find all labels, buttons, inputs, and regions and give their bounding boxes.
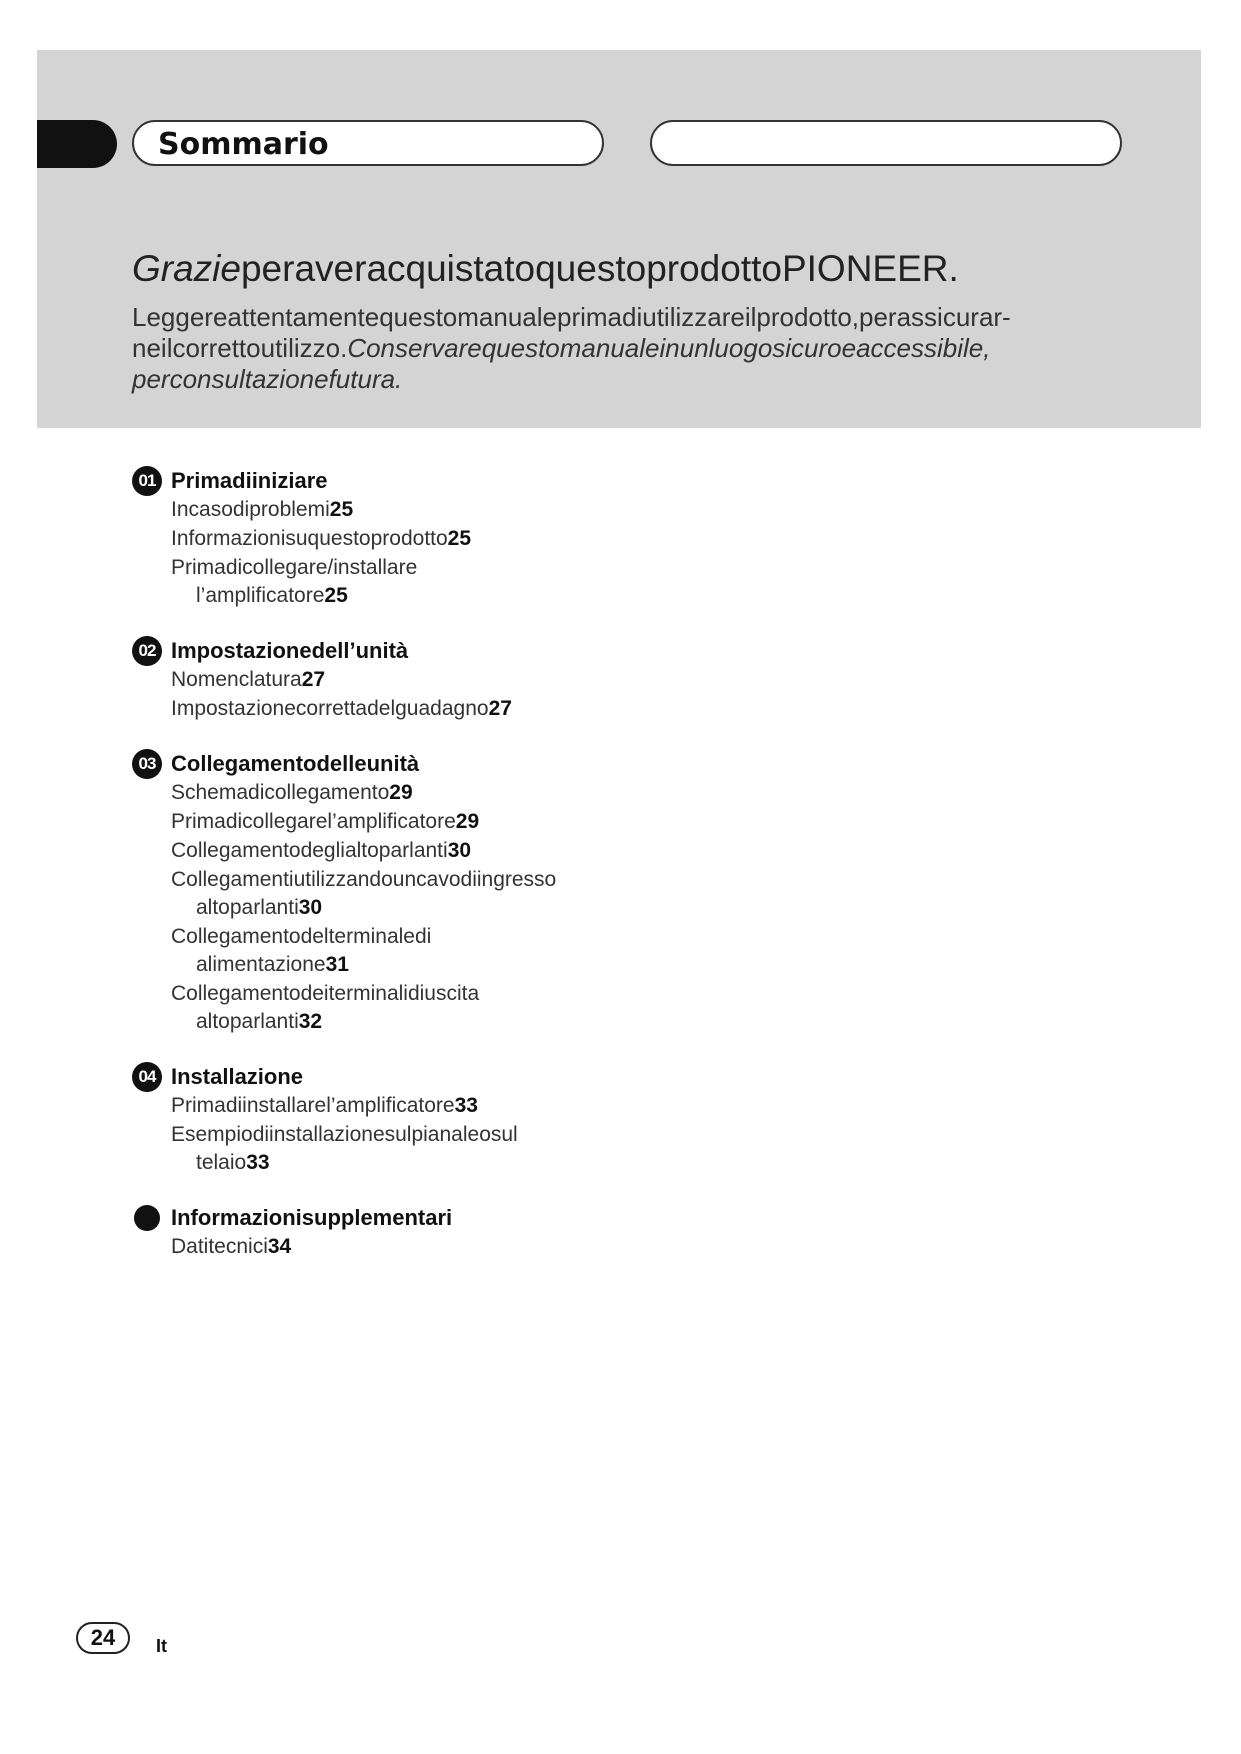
toc-section	[132, 636, 832, 723]
toc-entry	[171, 496, 832, 524]
black-section-tab	[37, 120, 117, 168]
toc-entry-page: 27	[301, 668, 326, 691]
toc-entry-page: 30	[298, 896, 323, 919]
toc-entry-page: 33	[246, 1151, 270, 1174]
toc-entry-text: Collegamentodeglialtoparlanti	[171, 839, 448, 862]
toc-entry-page: 34	[267, 1235, 292, 1258]
section-title: Impostazionedell’unità	[171, 638, 409, 663]
toc-entry	[171, 525, 832, 553]
empty-tab	[650, 120, 1122, 166]
title-tab	[132, 120, 604, 166]
toc-entry-text: Informazionisuquestoprodotto	[171, 527, 448, 550]
section-title: Informazionisupplementari	[171, 1205, 453, 1230]
toc-entry-page: 29	[455, 810, 480, 833]
toc-entry	[171, 1092, 832, 1120]
toc-entry	[171, 923, 832, 979]
section-number-badge: 03	[132, 749, 162, 779]
toc-entry	[171, 1233, 832, 1261]
section-title: Installazione	[171, 1064, 304, 1089]
toc-entry-continuation	[171, 894, 832, 922]
toc-entry-text-cont: altoparlanti	[196, 896, 299, 919]
toc-entry-continuation	[171, 1008, 832, 1036]
toc-entry-text-cont: telaio	[196, 1151, 247, 1174]
toc-section-heading	[132, 749, 832, 779]
toc-entries	[171, 496, 832, 610]
toc-entries	[171, 779, 832, 1036]
toc-entry-text-cont: alimentazione	[196, 953, 326, 976]
intro-title-italic: Grazie	[132, 248, 241, 289]
toc-entry-text: Datitecnici	[171, 1235, 268, 1258]
toc-entry	[171, 866, 832, 922]
toc-section-heading	[132, 466, 832, 496]
intro-body-normal: Leggereattentamentequestomanualeprimadiutilizzareilprodotto,perassicurar-neilcorrettoutilizzo.	[132, 302, 1011, 363]
toc-entry	[171, 554, 832, 610]
toc-entry-text: Collegamentodeiterminalidiuscita	[171, 982, 480, 1005]
toc-section-heading	[132, 1203, 832, 1233]
toc-section-heading	[132, 636, 832, 666]
toc-entries	[171, 1092, 832, 1177]
toc-section	[132, 1062, 832, 1177]
intro-body	[132, 302, 1092, 395]
toc-entry	[171, 695, 832, 723]
toc-entry-text-cont: l’amplificatore	[196, 584, 325, 607]
toc-entries	[171, 1233, 832, 1261]
toc-entry-text: Schemadicollegamento	[171, 781, 390, 804]
table-of-contents	[132, 466, 832, 1287]
page-number-badge: 24	[76, 1622, 130, 1654]
toc-entry-page: 32	[298, 1010, 323, 1033]
toc-entry-page: 30	[447, 839, 472, 862]
toc-section	[132, 466, 832, 610]
toc-section-heading	[132, 1062, 832, 1092]
toc-entry-text: Esempiodiinstallazionesulpianaleosul	[171, 1123, 518, 1146]
toc-entry	[171, 1121, 832, 1177]
toc-entry-continuation	[171, 1149, 832, 1177]
intro-title	[132, 246, 1092, 292]
section-number-badge: 04	[132, 1062, 162, 1092]
toc-entry-page: 31	[325, 953, 349, 976]
toc-section	[132, 749, 832, 1036]
section-title: Primadiiniziare	[171, 468, 328, 493]
intro-block	[132, 246, 1092, 395]
intro-body-italic: Conservarequestomanualeinunluogosicuroeaccessibile, perconsultazionefutura.	[132, 333, 991, 394]
toc-entries	[171, 666, 832, 723]
section-title: Collegamentodelleunità	[171, 751, 420, 776]
language-code: It	[156, 1636, 167, 1656]
toc-entry-text-cont: altoparlanti	[196, 1010, 299, 1033]
page-title: Sommario	[158, 127, 329, 162]
toc-entry-page: 25	[329, 498, 354, 521]
section-number-badge: 01	[132, 466, 162, 496]
toc-entry	[171, 837, 832, 865]
toc-entry-page: 33	[454, 1094, 478, 1117]
toc-entry-text: Primadiinstallarel’amplificatore	[171, 1094, 455, 1117]
toc-entry-continuation	[171, 951, 832, 979]
toc-entry	[171, 666, 832, 694]
section-bullet-icon	[134, 1205, 160, 1231]
toc-entry-text: Incasodiproblemi	[171, 498, 330, 521]
toc-entry-page: 29	[389, 781, 413, 804]
toc-entry-page: 25	[324, 584, 348, 607]
toc-entry-page: 25	[447, 527, 472, 550]
toc-entry-text: Collegamentiutilizzandouncavodiingresso	[171, 868, 557, 891]
toc-entry-continuation	[171, 582, 832, 610]
toc-entry-text: Primadicollegarel’amplificatore	[171, 810, 456, 833]
toc-entry-text: Collegamentodelterminaledi	[171, 925, 432, 948]
toc-entry	[171, 779, 832, 807]
toc-entry-text: Nomenclatura	[171, 668, 302, 691]
toc-entry-text: Impostazionecorrettadelguadagno	[171, 697, 489, 720]
toc-section	[132, 1203, 832, 1261]
toc-entry	[171, 808, 832, 836]
toc-entry-page: 27	[488, 697, 512, 720]
toc-entry-text: Primadicollegare/installare	[171, 556, 418, 579]
section-number-badge: 02	[132, 636, 162, 666]
intro-title-rest: peraveracquistatoquestoprodottoPIONEER.	[240, 248, 959, 289]
toc-entry	[171, 980, 832, 1036]
